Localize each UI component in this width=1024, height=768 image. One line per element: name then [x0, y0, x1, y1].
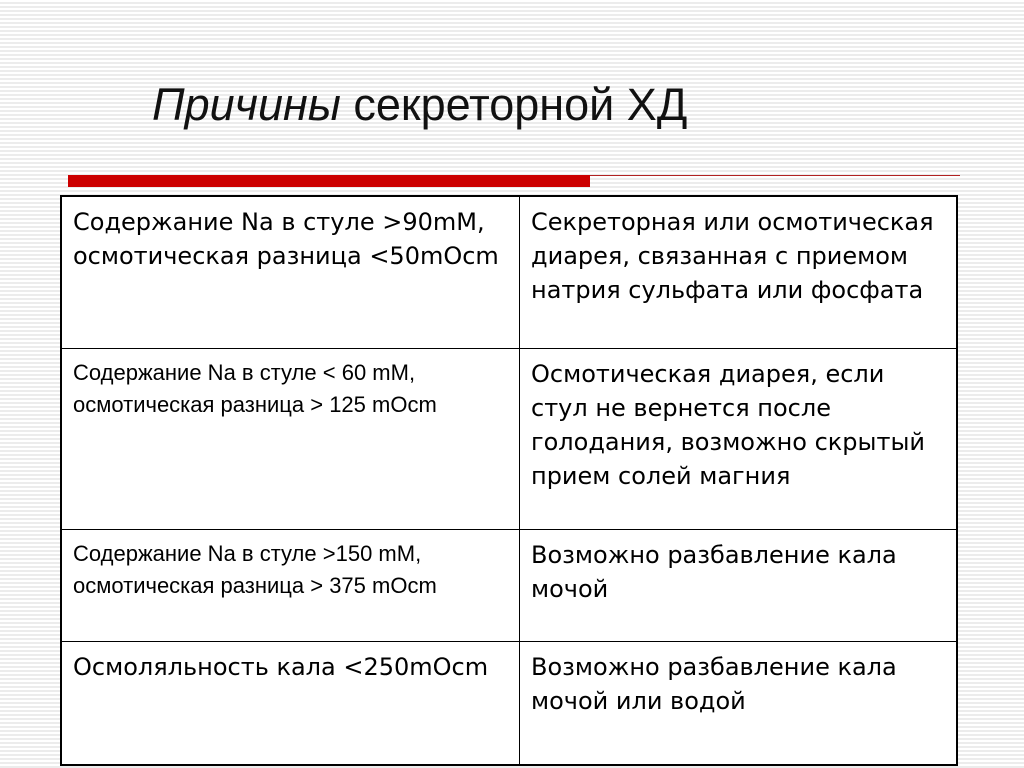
slide-title-italic: Причины	[152, 79, 341, 130]
causes-table-frame	[60, 195, 958, 766]
slide-title	[152, 70, 687, 140]
table-row	[62, 529, 956, 641]
condition-text: Содержание Na в стуле >150 mM, осмотическая разница > 375 mOcm	[73, 540, 437, 598]
table-row	[62, 197, 956, 348]
interpretation-cell	[520, 641, 957, 764]
condition-text: Содержание Na в стуле >90mM, осмотическая разница <50mOcm	[73, 208, 499, 270]
interpretation-text: Возможно разбавление кала мочой или водой	[531, 652, 897, 715]
causes-table	[62, 197, 956, 764]
condition-cell	[62, 641, 520, 764]
slide-title-rest: секреторной ХД	[340, 79, 688, 130]
interpretation-cell	[520, 529, 957, 641]
interpretation-text: Возможно разбавление кала мочой	[531, 540, 897, 603]
table-row	[62, 641, 956, 764]
interpretation-text: Секреторная или осмотическая диарея, связанная с приемом натрия сульфата или фосфата	[531, 208, 934, 304]
table-row	[62, 348, 956, 529]
condition-cell	[62, 529, 520, 641]
condition-text: Осмоляльность кала <250mOcm	[73, 652, 489, 681]
interpretation-text: Осмотическая диарея, если стул не вернется после голодания, возможно скрытый прием солей магния	[531, 359, 926, 490]
condition-cell	[62, 348, 520, 529]
condition-cell	[62, 197, 520, 348]
condition-text: Содержание Na в стуле < 60 mM, осмотическая разница > 125 mOcm	[73, 359, 437, 417]
title-underline-accent-bar	[68, 175, 590, 187]
interpretation-cell	[520, 348, 957, 529]
interpretation-cell	[520, 197, 957, 348]
